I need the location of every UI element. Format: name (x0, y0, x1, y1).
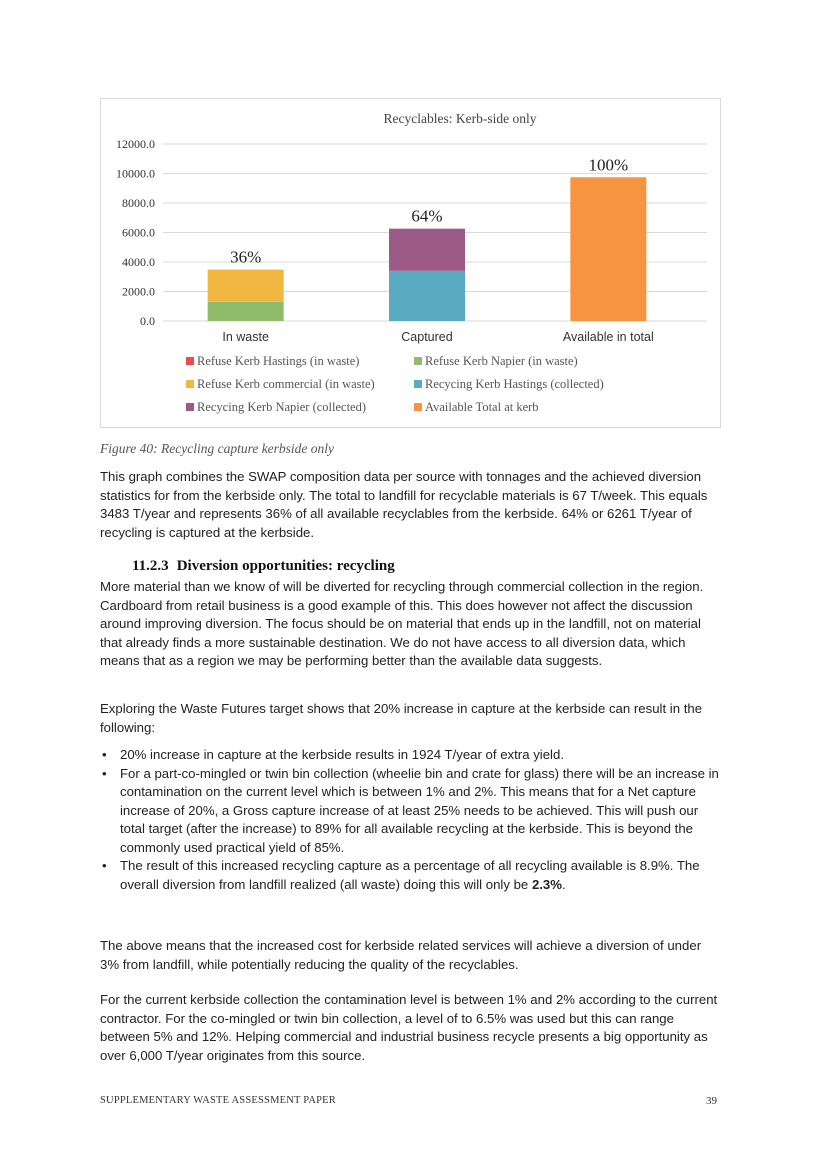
legend-swatch (186, 357, 194, 365)
list-item-text: 20% increase in capture at the kerbside results in 1924 T/year of extra yield. (120, 747, 564, 762)
bullet-list (100, 746, 722, 894)
legend-label: Refuse Kerb commercial (in waste) (197, 377, 375, 391)
bar-segment (570, 177, 646, 321)
y-tick-label: 10000.0 (116, 166, 155, 181)
legend-swatch (414, 357, 422, 365)
chart-container (100, 98, 721, 428)
category-label: In waste (222, 330, 269, 344)
y-tick-label: 12000.0 (116, 137, 155, 151)
legend-label: Recycing Kerb Hastings (collected) (425, 377, 604, 391)
chart-title: Recyclables: Kerb-side only (383, 111, 537, 126)
data-label: 100% (588, 155, 629, 175)
section-heading (132, 558, 395, 575)
figure-caption: Figure 40: Recycling capture kerbside only (100, 441, 335, 456)
paragraph-conclusion: The above means that the increased cost for kerbside related services will achieve a diversion of under 3% from landfill, while potentially reducing the quality of the recyclables. (100, 938, 702, 972)
legend-label: Refuse Kerb Hastings (in waste) (197, 354, 360, 368)
y-tick-label: 4000.0 (122, 255, 155, 269)
list-item (100, 857, 722, 894)
section-title: Diversion opportunities: recycling (176, 558, 395, 574)
paragraph-contamination: For the current kerbside collection the contamination level is between 1% and 2% according to the current contractor. For the co-mingled or twin bin collection, a level of to 6.5% was used but this can range between 5% and 12%. Helping commercial and industrial business recycle presents a big opportunity as over 6,000 T/year originates from this source. (100, 992, 718, 1063)
page-number: 39 (706, 1095, 717, 1107)
bar-segment (389, 271, 465, 321)
bar-segment (208, 302, 284, 321)
paragraph-chart-description: This graph combines the SWAP composition data per source with tonnages and the achieved diversion statistics for from the kerbside only. The total to landfill for recyclable materials is 67 T/week. This equals 3483 T/year and represents 36% of all available recyclables from the kerbside. 64% or 6261 T/year of recycling is captured at the kerbside. (100, 469, 708, 540)
legend-label: Recycing Kerb Napier (collected) (197, 400, 367, 414)
y-tick-label: 0.0 (140, 314, 155, 328)
list-item-text: For a part-co-mingled or twin bin collection (wheelie bin and crate for glass) there will be an increase in contamination on the current level which is between 1% and 2%. This means that for a Net capture increase of 20%, a Gross capture increase of at least 25% needs to be achieved. This will push our total target (after the increase) to 89% for all available recycling at the kerbside. This is beyond the commonly used practical yield of 85%. (120, 765, 719, 855)
legend-label: Available Total at kerb (425, 400, 539, 414)
list-item-end: . (562, 876, 566, 892)
footer-title: SUPPLEMENTARY WASTE ASSESSMENT PAPER (100, 1095, 336, 1106)
list-item-text: The result of this increased recycling capture as a percentage of all recycling available is 8.9%. The overall diversion from landfill realized (all waste) doing this will only be (120, 858, 700, 892)
stacked-bar-chart (101, 99, 720, 427)
legend-label: Refuse Kerb Napier (in waste) (425, 354, 578, 368)
legend-swatch (186, 380, 194, 388)
data-label: 64% (411, 206, 443, 226)
bar-segment (208, 270, 284, 302)
category-label: Available in total (562, 330, 654, 344)
paragraph-target: Exploring the Waste Futures target shows that 20% increase in capture at the kerbside can result in the following: (100, 701, 703, 735)
y-tick-label: 6000.0 (122, 225, 155, 240)
legend-swatch (186, 403, 194, 411)
bar-segment (389, 229, 465, 271)
legend-swatch (414, 403, 422, 411)
section-number: 11.2.3 (132, 558, 169, 574)
y-tick-label: 8000.0 (122, 196, 155, 210)
data-label: 36% (230, 247, 262, 267)
list-item (100, 765, 722, 858)
list-item-bold: 2.3% (531, 876, 562, 892)
legend-swatch (414, 380, 422, 388)
list-item (100, 746, 722, 765)
y-tick-label: 2000.0 (122, 284, 155, 299)
category-label: Captured (401, 330, 453, 344)
paragraph-diversion: More material than we know of will be diverted for recycling through commercial collection in the region. Cardboard from retail business is a good example of this. This does however not affect the discussion around improving diversion. The focus should be on material that ends up in the landfill, not on material that already finds a more sustainable destination. We do not have access to all diversion data, which means that as a region we may be performing better than the available data suggests. (100, 579, 704, 668)
